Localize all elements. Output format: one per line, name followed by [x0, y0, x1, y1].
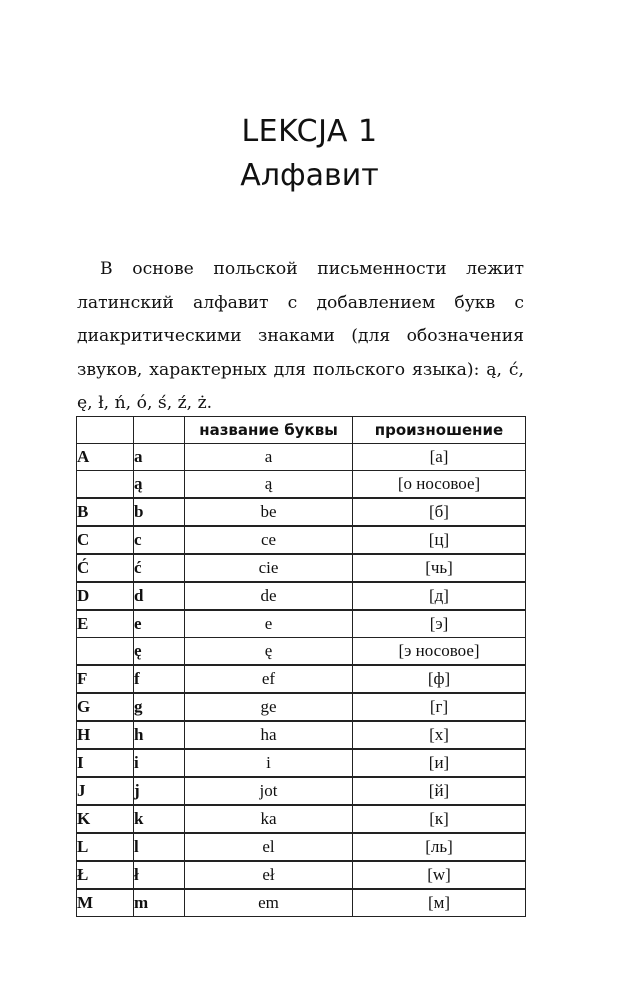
table-row: [77, 471, 526, 499]
upper-letter-cell: E: [77, 610, 134, 638]
header-lower: [134, 417, 185, 444]
pronunciation-cell: [а]: [353, 444, 526, 471]
upper-letter-cell: A: [77, 444, 134, 471]
header-letter-name: название буквы: [185, 417, 353, 444]
table-row: [77, 693, 526, 721]
letter-name-cell: jot: [185, 777, 353, 805]
upper-letter-cell: I: [77, 749, 134, 777]
lower-letter-cell: c: [134, 526, 185, 554]
pronunciation-cell: [б]: [353, 498, 526, 526]
pronunciation-cell: [ф]: [353, 665, 526, 693]
upper-letter-cell: Ć: [77, 554, 134, 582]
lower-letter-cell: ć: [134, 554, 185, 582]
letter-name-cell: eł: [185, 861, 353, 889]
table-row: [77, 833, 526, 861]
letter-name-cell: ka: [185, 805, 353, 833]
pronunciation-cell: [г]: [353, 693, 526, 721]
table-row: [77, 582, 526, 610]
table-row: [77, 721, 526, 749]
letter-name-cell: i: [185, 749, 353, 777]
pronunciation-cell: [м]: [353, 889, 526, 917]
letter-name-cell: ef: [185, 665, 353, 693]
upper-letter-cell: F: [77, 665, 134, 693]
pronunciation-cell: [чь]: [353, 554, 526, 582]
upper-letter-cell: B: [77, 498, 134, 526]
lesson-subtitle: Алфавит: [240, 158, 379, 193]
lower-letter-cell: b: [134, 498, 185, 526]
upper-letter-cell: [77, 638, 134, 666]
table-row: [77, 889, 526, 917]
upper-letter-cell: M: [77, 889, 134, 917]
lower-letter-cell: l: [134, 833, 185, 861]
alphabet-table: [76, 416, 526, 917]
pronunciation-cell: [к]: [353, 805, 526, 833]
lower-letter-cell: ę: [134, 638, 185, 666]
pronunciation-cell: [й]: [353, 777, 526, 805]
lower-letter-cell: j: [134, 777, 185, 805]
upper-letter-cell: L: [77, 833, 134, 861]
pronunciation-cell: [w]: [353, 861, 526, 889]
table-row: [77, 861, 526, 889]
letter-name-cell: ę: [185, 638, 353, 666]
table-row: [77, 498, 526, 526]
letter-name-cell: a: [185, 444, 353, 471]
table-row: [77, 444, 526, 471]
lower-letter-cell: f: [134, 665, 185, 693]
upper-letter-cell: J: [77, 777, 134, 805]
letter-name-cell: em: [185, 889, 353, 917]
header-pronunciation: произношение: [353, 417, 526, 444]
table-row: [77, 777, 526, 805]
pronunciation-cell: [и]: [353, 749, 526, 777]
lower-letter-cell: m: [134, 889, 185, 917]
upper-letter-cell: H: [77, 721, 134, 749]
lower-letter-cell: g: [134, 693, 185, 721]
table-row: [77, 526, 526, 554]
upper-letter-cell: [77, 471, 134, 499]
lower-letter-cell: ą: [134, 471, 185, 499]
lower-letter-cell: e: [134, 610, 185, 638]
upper-letter-cell: Ł: [77, 861, 134, 889]
pronunciation-cell: [о носовое]: [353, 471, 526, 499]
table-row: [77, 665, 526, 693]
letter-name-cell: el: [185, 833, 353, 861]
table-row: [77, 554, 526, 582]
lower-letter-cell: i: [134, 749, 185, 777]
intro-paragraph: В основе польской письменности лежит латинский алфавит с добавлением букв с диакритическими знаками (для обозначения звуков, характерных для польского языка): ą, ć, ę, ł, ń, ó, ś, ź, ż.: [77, 259, 524, 414]
letter-name-cell: cie: [185, 554, 353, 582]
lower-letter-cell: h: [134, 721, 185, 749]
letter-name-cell: ce: [185, 526, 353, 554]
lower-letter-cell: a: [134, 444, 185, 471]
table-row: [77, 610, 526, 638]
lesson-title: LEKCJA 1: [241, 114, 378, 149]
upper-letter-cell: G: [77, 693, 134, 721]
upper-letter-cell: K: [77, 805, 134, 833]
lower-letter-cell: ł: [134, 861, 185, 889]
table-body: [77, 444, 526, 917]
pronunciation-cell: [х]: [353, 721, 526, 749]
letter-name-cell: ge: [185, 693, 353, 721]
pronunciation-cell: [э носовое]: [353, 638, 526, 666]
table-header-row: [77, 417, 526, 444]
table-row: [77, 805, 526, 833]
header-upper: [77, 417, 134, 444]
table-row: [77, 638, 526, 666]
letter-name-cell: ą: [185, 471, 353, 499]
upper-letter-cell: C: [77, 526, 134, 554]
lower-letter-cell: k: [134, 805, 185, 833]
table-row: [77, 749, 526, 777]
letter-name-cell: be: [185, 498, 353, 526]
lower-letter-cell: d: [134, 582, 185, 610]
letter-name-cell: e: [185, 610, 353, 638]
upper-letter-cell: D: [77, 582, 134, 610]
pronunciation-cell: [э]: [353, 610, 526, 638]
pronunciation-cell: [д]: [353, 582, 526, 610]
pronunciation-cell: [ль]: [353, 833, 526, 861]
letter-name-cell: ha: [185, 721, 353, 749]
pronunciation-cell: [ц]: [353, 526, 526, 554]
letter-name-cell: de: [185, 582, 353, 610]
